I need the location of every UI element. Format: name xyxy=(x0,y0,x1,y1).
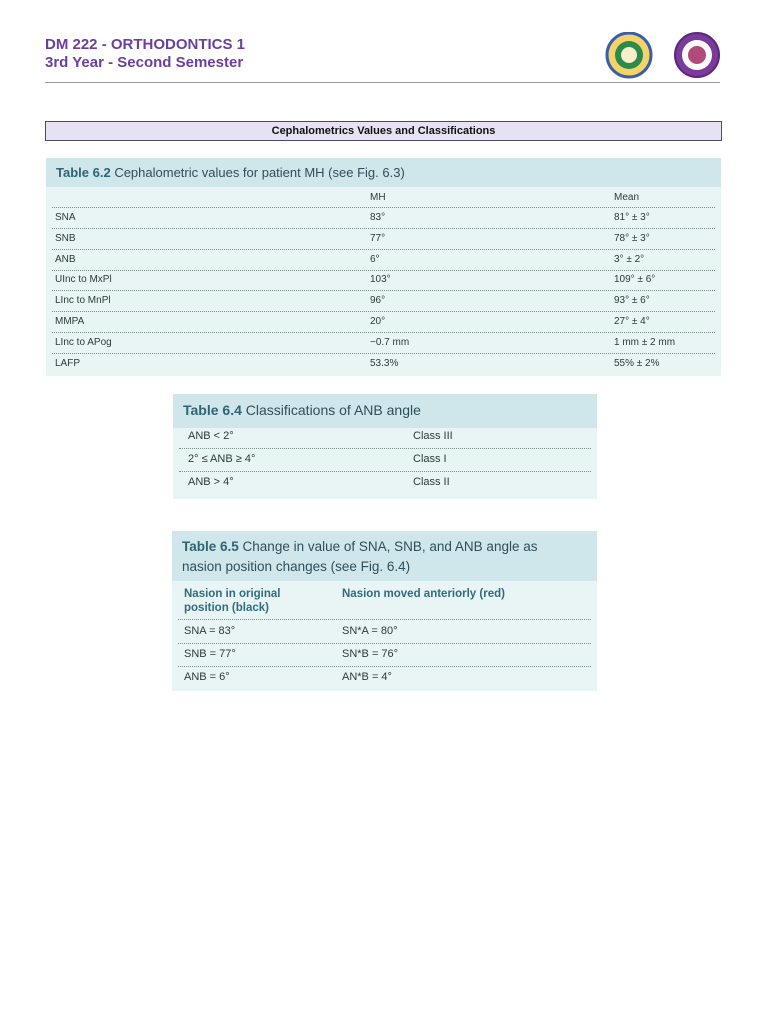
mean-value: 81° ± 3° xyxy=(614,212,650,223)
anb-condition: ANB < 2° xyxy=(188,430,234,442)
row-divider xyxy=(52,353,715,354)
row-label: LAFP xyxy=(55,358,81,369)
table-row xyxy=(172,625,597,641)
table-label: Table 6.5 xyxy=(182,539,239,554)
table-row xyxy=(46,233,721,247)
table-row xyxy=(46,254,721,268)
row-label: UInc to MxPl xyxy=(55,274,112,285)
mean-value: 78° ± 3° xyxy=(614,233,650,244)
mean-value: 109° ± 6° xyxy=(614,274,656,285)
table-header-row xyxy=(172,587,597,615)
original-value: ANB = 6° xyxy=(184,671,230,683)
mean-value: 3° ± 2° xyxy=(614,254,645,265)
row-label: LInc to MnPl xyxy=(55,295,111,306)
moved-value: AN*B = 4° xyxy=(342,671,392,683)
mh-value: 103° xyxy=(370,274,391,285)
course-title: DM 222 - ORTHODONTICS 1 xyxy=(45,36,246,53)
row-divider xyxy=(52,290,715,291)
mh-value: 53.3% xyxy=(370,358,399,369)
column-header-mh: MH xyxy=(370,192,386,203)
row-divider xyxy=(179,471,591,472)
table-row xyxy=(172,671,597,687)
class-value: Class III xyxy=(413,430,453,442)
mh-value: 96° xyxy=(370,295,386,306)
table-row xyxy=(46,316,721,330)
mh-value: 20° xyxy=(370,316,386,327)
table-label: Table 6.4 xyxy=(183,402,242,418)
table-row xyxy=(46,337,721,351)
anb-condition: 2° ≤ ANB ≥ 4° xyxy=(188,453,256,465)
header-divider xyxy=(45,82,720,83)
row-divider xyxy=(178,666,591,667)
table-title-line1: Change in value of SNA, SNB, and ANB angle as xyxy=(242,539,538,554)
table-row xyxy=(173,430,597,446)
column-header-original-line2: position (black) xyxy=(184,602,269,614)
mean-value: 27° ± 4° xyxy=(614,316,650,327)
section-banner: Cephalometrics Values and Classifications xyxy=(45,121,722,141)
row-divider xyxy=(52,270,715,271)
table-row xyxy=(172,648,597,664)
table-cephalometric-values xyxy=(46,158,721,376)
mh-value: 6° xyxy=(370,254,380,265)
table-anb-classifications xyxy=(173,394,597,499)
row-label: SNA xyxy=(55,212,76,223)
column-header-original xyxy=(184,587,280,615)
table-caption xyxy=(172,531,597,581)
semester-subtitle: 3rd Year - Second Semester xyxy=(45,54,244,71)
table-label: Table 6.2 xyxy=(56,165,111,180)
row-divider xyxy=(52,332,715,333)
mh-value: 77° xyxy=(370,233,386,244)
table-row xyxy=(173,476,597,492)
seal-logos-icon xyxy=(602,32,724,80)
table-nasion-position-changes xyxy=(172,531,597,691)
table-title: Cephalometric values for patient MH (see Fig. 6.3) xyxy=(114,165,405,180)
original-value: SNA = 83° xyxy=(184,625,236,637)
original-value: SNB = 77° xyxy=(184,648,236,660)
column-header-moved: Nasion moved anteriorly (red) xyxy=(342,588,505,600)
table-row xyxy=(173,453,597,469)
table-row xyxy=(46,358,721,372)
mh-value: 83° xyxy=(370,212,386,223)
anb-condition: ANB > 4° xyxy=(188,476,234,488)
table-caption xyxy=(46,158,721,187)
university-logos xyxy=(602,32,724,80)
row-label: SNB xyxy=(55,233,76,244)
mean-value: 93° ± 6° xyxy=(614,295,650,306)
moved-value: SN*A = 80° xyxy=(342,625,398,637)
column-header-original-line1: Nasion in original xyxy=(184,588,281,600)
row-label: MMPA xyxy=(55,316,85,327)
mean-value: 1 mm ± 2 mm xyxy=(614,337,676,348)
moved-value: SN*B = 76° xyxy=(342,648,399,660)
row-label: LInc to APog xyxy=(55,337,112,348)
row-label: ANB xyxy=(55,254,76,265)
table-title-line2: nasion position changes (see Fig. 6.4) xyxy=(182,559,411,574)
class-value: Class I xyxy=(413,453,447,465)
row-divider xyxy=(178,619,591,620)
document-header xyxy=(45,36,245,72)
table-row xyxy=(46,295,721,309)
table-header-row xyxy=(46,192,721,206)
row-divider xyxy=(178,643,591,644)
mean-value: 55% ± 2% xyxy=(614,358,660,369)
column-header-mean: Mean xyxy=(614,192,640,203)
table-row xyxy=(46,274,721,288)
mh-value: −0.7 mm xyxy=(370,337,410,348)
table-title: Classifications of ANB angle xyxy=(245,402,421,418)
row-divider xyxy=(179,448,591,449)
table-caption xyxy=(173,394,597,428)
row-divider xyxy=(52,228,715,229)
row-divider xyxy=(52,311,715,312)
table-row xyxy=(46,212,721,226)
row-divider xyxy=(52,207,715,208)
class-value: Class II xyxy=(413,476,450,488)
row-divider xyxy=(52,249,715,250)
